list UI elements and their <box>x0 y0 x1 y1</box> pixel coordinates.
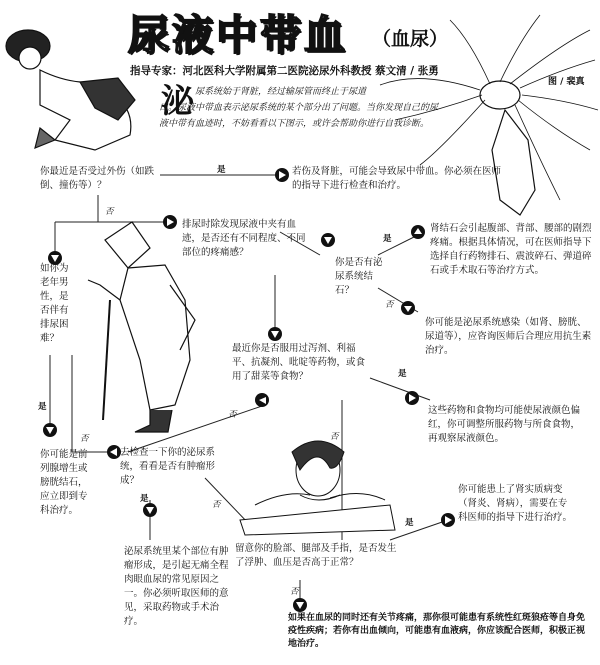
label-no-elderly: 否 <box>80 434 89 444</box>
label-no-drugs-left: 否 <box>228 410 237 420</box>
answer-drugs: 这些药物和食物均可能使尿液颜色偏红，你可调整所服药物与所食食物，再观察尿液颜色。 <box>428 405 581 444</box>
label-no-swelling: 否 <box>290 587 299 597</box>
label-yes-trauma: 是 <box>217 165 226 175</box>
label-yes-swelling: 是 <box>405 518 414 528</box>
answer-systemic: 如果在血尿的同时还有关节疼痛，那你很可能患有系统性红斑狼疮等自身免疫性疾病；若你有出血倾向，可能患有血液病，你应该配合医师，积极正视地治疗。 <box>288 613 586 649</box>
question-drugs: 最近你是否服用过泻剂、利福平、抗凝剂、吡啶等药物，或食用了甜菜等食物？ <box>232 343 366 382</box>
label-no-tumor: 否 <box>212 500 221 510</box>
question-tumor: 去检查一下你的泌尿系统，看看是否有肿瘤形成？ <box>120 447 216 486</box>
expert-byline: 指导专家：河北医科大学附属第二医院泌尿外科教授 蔡文清 / 张勇 <box>130 65 439 77</box>
intro-line-1: 尿系统始于肾脏，经过输尿管而终止于尿道 <box>195 87 367 97</box>
label-yes-elderly: 是 <box>38 402 47 412</box>
intro-line-rest: 口。尿液中带血表示泌尿系统的某个部分出了问题。当你发现自己的尿液中带有血迹时，不妨看看以下图示，或许会帮助你进行自我诊断。 <box>159 103 439 129</box>
label-no-trauma: 否 <box>105 207 114 217</box>
page-subtitle: （血尿） <box>372 28 449 50</box>
label-yes-tumor: 是 <box>140 494 149 504</box>
answer-tumor: 泌尿系统里某个部位有肿瘤形成，是引起无痛全程肉眼血尿的常见原因之一。你必须听取医师的意见，采取药物或手术治疗。 <box>124 546 229 627</box>
illustration-credit: 图 / 裴真 <box>548 77 585 87</box>
answer-trauma: 若伤及肾脏，可能会导致尿中带血。你必须在医师的指导下进行检查和治疗。 <box>292 166 502 191</box>
intro-drop-cap: 泌 <box>161 81 194 120</box>
answer-prostate: 你可能是前列腺增生或膀胱结石，应立即到专科治疗。 <box>40 449 88 516</box>
label-yes-stone: 是 <box>383 234 392 244</box>
elderly-man-cane-illustration <box>88 222 195 432</box>
label-no-drugs-down: 否 <box>330 432 339 442</box>
question-stone: 你是否有泌尿系统结石？ <box>335 257 383 296</box>
label-yes-drugs: 是 <box>398 369 407 379</box>
answer-infection: 你可能是泌尿系统感染（如肾、膀胱、尿道等），应咨询医师后合理应用抗生素治疗。 <box>425 317 592 356</box>
tired-person-illustration <box>240 441 395 535</box>
question-trauma: 你最近是否受过外伤（如跌倒、撞伤等）？ <box>40 166 155 191</box>
woman-back-pain-illustration <box>6 30 135 150</box>
answer-kidney: 你可能患上了肾实质病变（肾炎、肾病），需要在专科医师的指导下进行治疗。 <box>458 484 573 523</box>
question-elderly: 如你为老年男性，是否伴有排尿困难？ <box>40 263 69 344</box>
intro-paragraph <box>159 84 440 132</box>
label-no-stone: 否 <box>385 300 394 310</box>
question-pain: 排尿时除发现尿液中夹有血迹，是否还有不同程度、不同部位的疼痛感？ <box>182 219 306 258</box>
question-swelling: 留意你的脸部、腿部及手指，是否发生了浮肿、血压是否高于正常？ <box>235 543 397 568</box>
page-title: 尿液中带血 <box>128 11 348 59</box>
answer-stone: 肾结石会引起腹部、背部、腰部的剧烈疼痛。根据具体情况，可在医师指导下选择自行药物排石、震波碎石、弹道碎石或手术取石等治疗方式。 <box>430 223 592 276</box>
